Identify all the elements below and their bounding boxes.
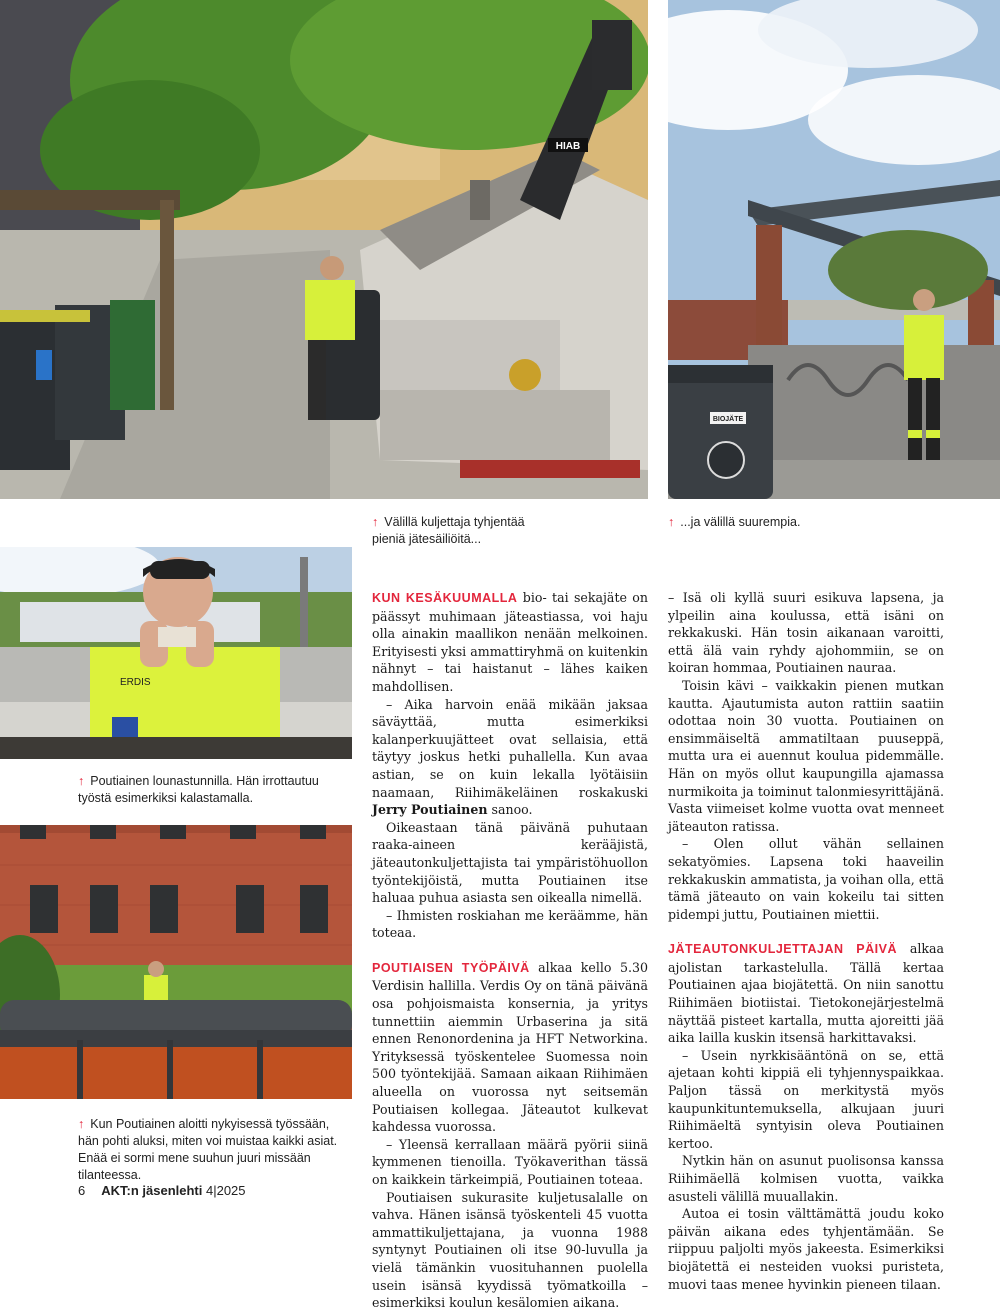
paragraph: – Usein nyrkkisääntönä on se, että ajetaan kohti kippiä eli tyhjennyspaikkaa. Paljon tässä on merkitystä myös kaupunkituntemuksella, alkujaan juuri Riihimäeltä syntyisin oleva Poutiainen kertoo. (668, 1047, 944, 1151)
photo-brick-building (0, 825, 352, 1099)
arrow-up-icon: ↑ (668, 515, 675, 529)
svg-text:BIOJÄTE: BIOJÄTE (712, 416, 744, 423)
arrow-up-icon: ↑ (78, 1117, 85, 1131)
paragraph: – Isä oli kyllä suuri esikuva lapsena, ja ylpeilin aina koulussa, että isäni on rekkakuski. Hän tosin aikanaan varoitti, että älä vain ryhdy ajohommiin, se on koiran hommaa, Poutiainen nauraa. (668, 590, 944, 676)
photo-large-bin (668, 0, 1000, 499)
page-number: 6 (78, 1183, 86, 1198)
paragraph: Oikeastaan tänä päivänä puhutaan raaka-aineen kerääjistä, jäteautonkuljettajista tai ympäristöhuollon työntekijöistä, mutta Poutiainen itse haluaa puhua asiasta sen oikealla nimellä. (372, 819, 648, 906)
magazine-name: AKT:n jäsenlehti (101, 1183, 203, 1198)
person-name: Jerry Poutiainen (372, 802, 488, 818)
section-kicker: POUTIAISEN TYÖPÄIVÄ (372, 960, 530, 975)
paragraph: – Olen ollut vähän sellainen sekatyömies. Lapsena toki haaveilin rekkakuskin ammatista, ja voihan olla, että tämä jäteauto on vain kokeilu tai sitten pidempi juttu, Poutiainen miettii. (668, 836, 944, 922)
paragraph: Autoa ei tosin välttämättä joudu koko päivän aikana edes tyhjentämään. Se riippuu paljolti myös jakeesta. Esimerkiksi biojätettä ei nesteiden vuoksi puristeta, muovi taas menee hyvinkin pieneen tilaan. (668, 1206, 944, 1292)
paragraph: JÄTEAUTONKULJETTAJAN PÄIVÄ alkaa ajolistan tarkastelulla. Tällä kertaa Poutiainen ajaa biojätettä. On niin sanottu Riihimäen biotiistai. Tietokonejärjestelmä näyttää pisteet kartalla, mutta ajoreitti jää aika lailla kuskin itsensä harkittavaksi. (668, 941, 944, 1046)
paragraph: KUN KESÄKUUMALLA bio- tai sekajäte on päässyt muhimaan jäteastiassa, voi haju olla ainakin maallikon nenään melkoinen. Erityisesti yksi ammattiryhmä on kuitenkin nähnyt – tai haistanut – lähes kaiken mahdollisen. (372, 590, 648, 694)
page-footer (78, 1183, 246, 1198)
section-kicker: JÄTEAUTONKULJETTAJAN PÄIVÄ (668, 942, 897, 957)
article-column-2 (668, 589, 944, 1293)
paragraph: POUTIAISEN TYÖPÄIVÄ alkaa kello 5.30 Verdisin hallilla. Verdis Oy on tänä päivänä osa pohjoismaista konsernia, ja yritys tunnettiin aiemmin Urbaserina ja sitä ennen Renonordenina ja HFT Networkina. Yrityksessä työskentelee Suomessa noin 500 työntekijää. Samaan aikaan Riihimäen alueella on vuorossa nyt seitsemän Poutiaisen kollegaa. Jäteautot kulkevat kahdessa vuorossa. (372, 959, 648, 1135)
caption-start: ↑ Kun Poutiainen aloitti nykyisessä työssään, hän pohti aluksi, miten voi muistaa kaikki asiat. Enää ei sormi mene suuhun juuri missään tilanteessa. (78, 1117, 338, 1182)
svg-text:HIAB: HIAB (555, 141, 581, 152)
caption-lunch: ↑ Poutiainen lounastunnilla. Hän irrottautuu työstä esimerkiksi kalastamalla. (78, 774, 319, 805)
paragraph: – Ihmisten roskiahan me keräämme, hän toteaa. (372, 907, 648, 941)
paragraph: Poutiaisen sukurasite kuljetusalalle on vahva. Hänen isänsä työskenteli 45 vuotta ammattikuljettajana, ja vuonna 1988 syntynyt Poutiainen oli itse 90-luvulla ja vielä tämänkin vuosituhannen puolella usein isänsä kyydissä työmatkoilla – esimerkiksi koulun kesälomien aikana. (372, 1189, 648, 1311)
caption-large-bin: ↑ ...ja välillä suurempia. (668, 515, 801, 529)
arrow-up-icon: ↑ (372, 515, 379, 529)
truck-crane-label (548, 138, 588, 152)
article-column-1 (372, 589, 648, 1312)
section-kicker: KUN KESÄKUUMALLA (372, 591, 518, 605)
shirt-logo: ERDIS (120, 677, 151, 688)
paragraph: – Yleensä kerrallaan määrä pyörii siinä kymmenen tienoilla. Työkaverithan tässä on kaikkein tärkeimpiä, Poutiainen toteaa. (372, 1136, 648, 1187)
issue-number: 4|2025 (205, 1183, 246, 1198)
photo-garbage-truck (0, 0, 648, 499)
caption-truck: ↑ Välillä kuljettaja tyhjentää pieniä jätesäiliöitä... (372, 515, 525, 546)
paragraph: – Aika harvoin enää mikään jaksaa säväyttää, mutta esimerkiksi kalanperkuujätteet ovat sellaisia, että täytyy joskus hetki puhallella. Kun avaa astian, se on kuin lekalla lyötäisiin naamaan, Riihimäkeläinen roskakuski Jerry Poutiainen sanoo. (372, 696, 648, 818)
arrow-up-icon: ↑ (78, 774, 85, 788)
paragraph: Toisin kävi – vaikkakin pienen mutkan kautta. Ajautumista auton rattiin saatiin odottaa noin 30 vuotta. Poutiainen on ensimmäiseltä ammatiltaan puuseppä, mutta ura ei auennut koulua pidemmälle. Hän on myös ollut kaupungilla ajamassa nurmikoita ja toiminut talonmiesyrittäjänä. Vasta viimeiset kolme vuotta ovat menneet jäteauton ratissa. (668, 677, 944, 834)
photo-lunch (0, 547, 352, 759)
paragraph: Nytkin hän on asunut puolisonsa kanssa Riihimäellä kolmisen vuotta, vaikka asusteli välillä muuallakin. (668, 1153, 944, 1204)
bin-label-biojate (710, 412, 746, 424)
